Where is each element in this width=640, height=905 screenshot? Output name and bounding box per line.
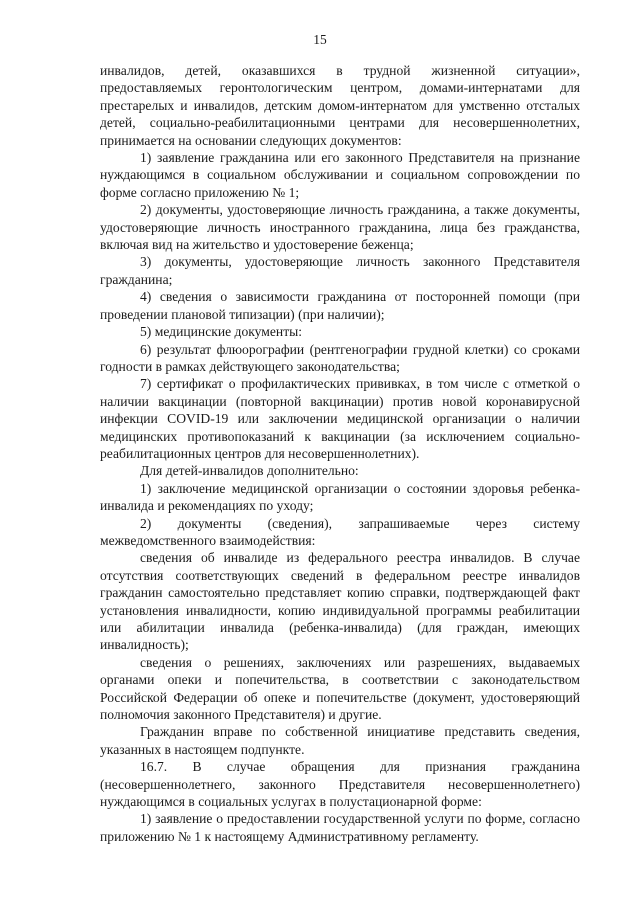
- paragraph: 1) заявление гражданина или его законного Представителя на признание нуждающимся в социальном обслуживании и социальном сопровождении по форме согласно приложению № 1;: [100, 150, 580, 200]
- paragraph: 1) заключение медицинской организации о состоянии здоровья ребенка-инвалида и рекомендациях по уходу;: [100, 480, 580, 514]
- paragraph: 1) заявление о предоставлении государственной услуги по форме, согласно приложению № 1 к настоящему Административному регламенту.: [100, 811, 580, 844]
- paragraph: 2) документы, удостоверяющие личность гражданина, а также документы, удостоверяющие личность иностранного гражданина, лица без гражданства, включая вид на жительство и удостоверение беженца;: [100, 202, 580, 253]
- paragraph: инвалидов, детей, оказавшихся в трудной жизненной ситуации», предоставляемых геронтологическим центром, домами-интернатами для престарелых и инвалидов, детским домом-интернатом для умственно отсталых детей, социально-реабилитационными центрами для несовершеннолетних, принимается на основании следующих документов:: [100, 63, 580, 148]
- paragraph: 5) медицинские документы:: [140, 324, 303, 340]
- paragraph: 6) результат флюорографии (рентгенографии грудной клетки) со сроками годности в рамках действующего законодательства;: [100, 341, 580, 374]
- paragraph: Для детей-инвалидов дополнительно:: [140, 463, 359, 479]
- document-body: [100, 62, 580, 845]
- paragraph: 3) документы, удостоверяющие личность законного Представителя гражданина;: [100, 254, 580, 287]
- paragraph: 4) сведения о зависимости гражданина от посторонней помощи (при проведении плановой типизации) (при наличии);: [100, 289, 580, 322]
- page-number: 15: [313, 32, 327, 47]
- paragraph: сведения об инвалиде из федерального реестра инвалидов. В случае отсутствия соответствующих сведений в федеральном реестре инвалидов гражданин самостоятельно представляет копию справки, подтверждающей факт установления инвалидности, копию индивидуальной программы реабилитации или абилитации инвалида (ребенка-инвалида) (для граждан, имеющих инвалидность);: [100, 550, 580, 653]
- paragraph: 2) документы (сведения), запрашиваемые через систему межведомственного взаимодействия:: [100, 515, 580, 548]
- paragraph: 7) сертификат о профилактических прививках, в том числе с отметкой о наличии вакцинации (повторной вакцинации) против новой коронавирусной инфекции COVID-19 или заключении медицинской организации о наличии медицинских противопоказаний к вакцинации (за исключением социально-реабилитационных центров для несовершеннолетних).: [100, 376, 580, 461]
- paragraph: сведения о решениях, заключениях или разрешениях, выдаваемых органами опеки и попечительства, в соответствии с законодательством Российской Федерации об опеке и попечительстве (документ, удостоверяющий полномочия законного Представителя) и другие.: [100, 654, 580, 723]
- paragraph: 16.7. В случае обращения для признания гражданина (несовершеннолетнего, законного Представителя несовершеннолетнего) нуждающимся в социальных услугах в полустационарной форме:: [100, 759, 580, 810]
- paragraph: Гражданин вправе по собственной инициативе представить сведения, указанных в настоящем подпункте.: [100, 724, 580, 757]
